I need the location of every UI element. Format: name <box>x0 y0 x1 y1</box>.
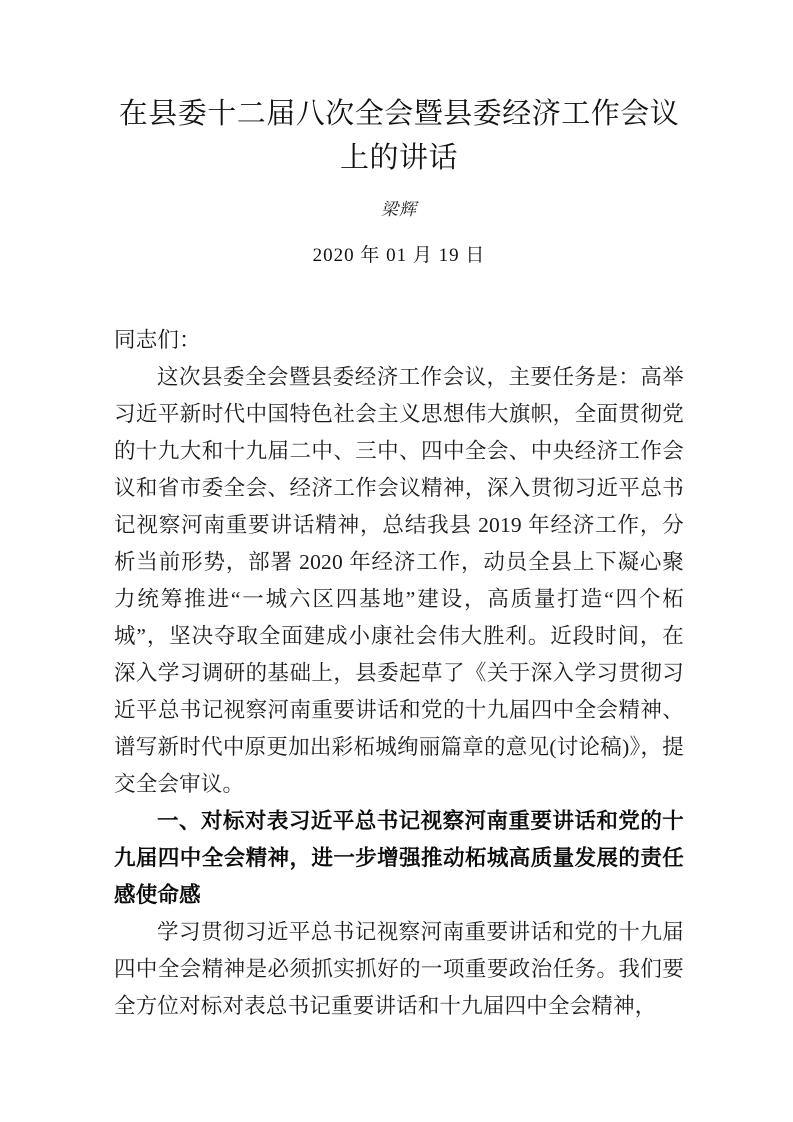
page-title: 在县委十二届八次全会暨县委经济工作会议上的讲话 <box>118 98 680 174</box>
document-date: 2020 年 01 月 19 日 <box>312 245 486 266</box>
document-body <box>114 270 684 1025</box>
section-heading: 一、对标对表习近平总书记视察河南重要讲话和党的十九届四中全会精神，进一步增强推动柘城高质量发展的责任感使命感 <box>114 809 684 907</box>
document-author: 梁辉 <box>381 200 417 219</box>
body-paragraph: 学习贯彻习近平总书记视察河南重要讲话和党的十九届四中全会精神是必须抓实抓好的一项重要政治任务。我们要全方位对标对表总书记重要讲话和十九届四中全会精神， <box>114 920 684 1018</box>
body-paragraph: 这次县委全会暨县委经济工作会议，主要任务是：高举习近平新时代中国特色社会主义思想伟大旗帜，全面贯彻党的十九大和十九届二中、三中、四中全会、中央经济工作会议和省市委全会、经济工作会议精神，深入贯彻习近平总书记视察河南重要讲话精神，总结我县 2019 年经济工作，分析当前形势，部署 2020 年经济工作，动员全县上下凝心聚力统筹推进“一城六区四基地”建设，高质量打造“四个柘城”，坚决夺取全面建成小康社会伟大胜利。近段时间，在深入学习调研的基础上，县委起草了《关于深入学习贯彻习近平总书记视察河南重要讲话和党的十九届四中全会精神、谱写新时代中原更加出彩柘城绚丽篇章的意见(讨论稿)》，提交全会审议。 <box>114 365 684 796</box>
salutation: 同志们： <box>114 328 201 352</box>
document-content <box>114 0 684 1025</box>
